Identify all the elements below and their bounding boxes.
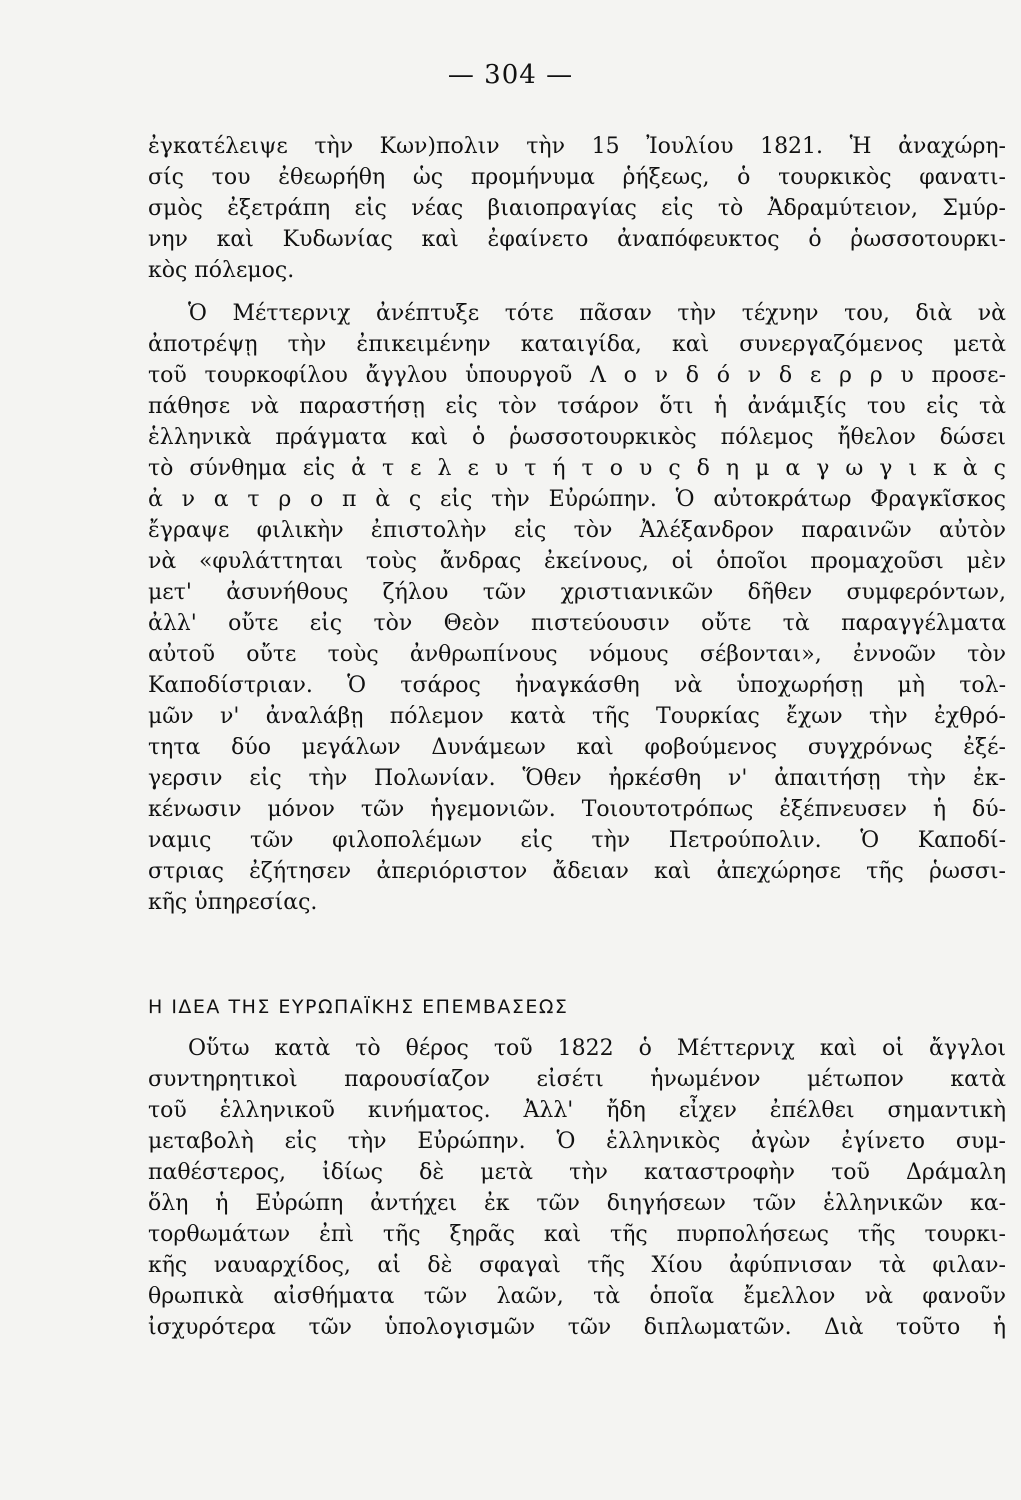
text-line: μετ' ἀσυνήθους ζήλου τῶν χριστιανικῶν δῆθεν συμφερόντων, (148, 580, 1006, 605)
text-line: αὐτοῦ οὔτε τοὺς ἀνθρωπίνους νόμους σέβονται», ἐννοῶν τὸν (148, 642, 1006, 667)
text-line: Οὕτω κατὰ τὸ θέρος τοῦ 1822 ὁ Μέττερνιχ καὶ οἱ ἄγγλοι (188, 1036, 1006, 1061)
text-line: ὅλη ἡ Εὐρώπη ἀντήχει ἐκ τῶν διηγήσεων τῶν ἑλληνικῶν κα- (148, 1191, 1006, 1216)
text-line: συντηρητικοὶ παρουσίαζον εἰσέτι ἡνωμένον μέτωπον κατὰ (148, 1067, 1006, 1092)
text-line: τητα δύο μεγάλων Δυνάμεων καὶ φοβούμενος συγχρόνως ἐξέ- (148, 735, 1006, 760)
text-line: θρωπικὰ αἰσθήματα τῶν λαῶν, τὰ ὁποῖα ἔμελλον νὰ φανοῦν (148, 1284, 1006, 1309)
text-line: τὸ σύνθημα εἰς ἀ τ ε λ ε υ τ ή τ ο υ ς δ η μ α γ ω γ ι κ ὰ ς (148, 456, 1006, 481)
text-line: κὸς πόλεμος. (148, 258, 295, 283)
text-line: νην καὶ Κυδωνίας καὶ ἐφαίνετο ἀναπόφευκτος ὁ ῥωσσοτουρκι- (148, 227, 1006, 252)
paragraph-2 (148, 298, 1006, 918)
text-line: Ὁ Μέττερνιχ ἀνέπτυξε τότε πᾶσαν τὴν τέχνην του, διὰ νὰ (188, 301, 1006, 326)
text-line: Καποδίστριαν. Ὁ τσάρος ἠναγκάσθη νὰ ὑποχωρήσῃ μὴ τολ- (148, 673, 1006, 698)
paragraph-1 (148, 131, 1006, 286)
text-line: σίς του ἐθεωρήθη ὡς προμήνυμα ῥήξεως, ὁ τουρκικὸς φανατι- (148, 165, 1006, 190)
text-line: ἔγραψε φιλικὴν ἐπιστολὴν εἰς τὸν Ἀλέξανδρον παραινῶν αὐτὸν (148, 518, 1006, 543)
text-line: ἰσχυρότερα τῶν ὑπολογισμῶν τῶν διπλωματῶν. Διὰ τοῦτο ἡ (148, 1315, 1006, 1340)
paragraph-3 (148, 1033, 1006, 1343)
section-heading: Η ΙΔΕΑ ΤΗΣ ΕΥΡΩΠΑΪΚΗΣ ΕΠΕΜΒΑΣΕΩΣ (148, 996, 569, 1018)
text-line: πάθησε νὰ παραστήσῃ εἰς τὸν τσάρον ὅτι ἡ ἀνάμιξίς του εἰς τὰ (148, 394, 1006, 419)
page-number: — 304 — (447, 60, 574, 90)
text-line: κῆς ὑπηρεσίας. (148, 890, 318, 915)
text-line: τοῦ τουρκοφίλου ἄγγλου ὑπουργοῦ Λ ο ν δ ό ν δ ε ρ ρ υ προσε- (148, 363, 1006, 388)
text-line: ναμις τῶν φιλοπολέμων εἰς τὴν Πετρούπολιν. Ὁ Καποδί- (148, 828, 1006, 853)
text-line: νὰ «φυλάττηται τοὺς ἄνδρας ἐκείνους, οἱ ὁποῖοι προμαχοῦσι μὲν (148, 549, 1006, 574)
text-line: ἀ ν α τ ρ ο π ὰ ς εἰς τὴν Εὐρώπην. Ὁ αὐτοκράτωρ Φραγκῖσκος (148, 487, 1006, 512)
text-line: τορθωμάτων ἐπὶ τῆς ξηρᾶς καὶ τῆς πυρπολήσεως τῆς τουρκι- (148, 1222, 1006, 1247)
text-line: κένωσιν μόνον τῶν ἡγεμονιῶν. Τοιουτοτρόπως ἐξέπνευσεν ἡ δύ- (148, 797, 1006, 822)
text-line: κῆς ναυαρχίδος, αἱ δὲ σφαγαὶ τῆς Χίου ἀφύπνισαν τὰ φιλαν- (148, 1253, 1006, 1278)
text-line: ἀλλ' οὔτε εἰς τὸν Θεὸν πιστεύουσιν οὔτε τὰ παραγγέλματα (148, 611, 1006, 636)
text-line: σμὸς ἐξετράπη εἰς νέας βιαιοπραγίας εἰς τὸ Ἀδραμύτειον, Σμύρ- (148, 196, 1006, 221)
text-line: μεταβολὴ εἰς τὴν Εὐρώπην. Ὁ ἑλληνικὸς ἀγὼν ἐγίνετο συμ- (148, 1129, 1006, 1154)
text-line: ἑλληνικὰ πράγματα καὶ ὁ ῥωσσοτουρκικὸς πόλεμος ἤθελον δώσει (148, 425, 1006, 450)
text-line: ἐγκατέλειψε τὴν Κων)πολιν τὴν 15 Ἰουλίου 1821. Ἡ ἀναχώρη- (148, 134, 1006, 159)
text-line: γερσιν εἰς τὴν Πολωνίαν. Ὅθεν ἠρκέσθη ν' ἀπαιτήσῃ τὴν ἐκ- (148, 766, 1006, 791)
text-line: παθέστερος, ἰδίως δὲ μετὰ τὴν καταστροφὴν τοῦ Δράμαλη (148, 1160, 1006, 1185)
text-line: μῶν ν' ἀναλάβῃ πόλεμον κατὰ τῆς Τουρκίας ἔχων τὴν ἐχθρό- (148, 704, 1006, 729)
text-line: ἀποτρέψῃ τὴν ἐπικειμένην καταιγίδα, καὶ συνεργαζόμενος μετὰ (148, 332, 1006, 357)
text-line: στριας ἐζήτησεν ἀπεριόριστον ἄδειαν καὶ ἀπεχώρησε τῆς ῥωσσι- (148, 859, 1006, 884)
text-line: τοῦ ἑλληνικοῦ κινήματος. Ἀλλ' ἤδη εἶχεν ἐπέλθει σημαντικὴ (148, 1098, 1006, 1123)
